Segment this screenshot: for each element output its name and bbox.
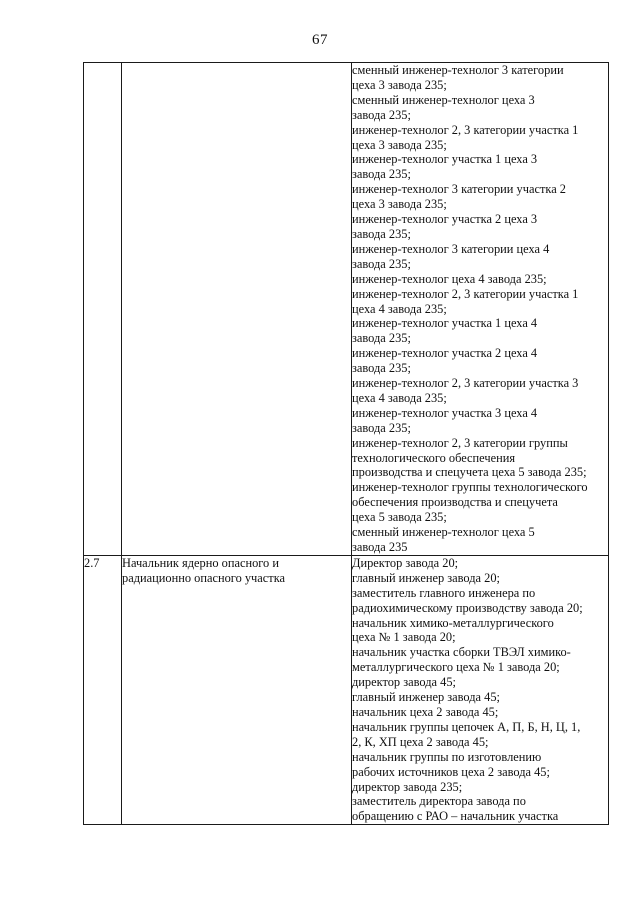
approving-position-line: главный инженер завода 45; [352,690,500,705]
approving-positions-cell [352,555,609,824]
approving-positions-cell [352,63,609,556]
approving-position-line: цеха 3 завода 235; [352,77,447,92]
approving-position-line: Директор завода 20; [352,555,459,570]
approving-position-line: инженер-технолог 3 категории цеха 4 [352,241,550,256]
approving-position-line: цеха 3 завода 235; [352,197,447,212]
approving-position-line: инженер-технолог группы технологического [352,480,588,495]
approving-position-line: завода 235; [352,420,411,435]
approving-position-line: завода 235; [352,167,411,182]
position-title-cell [122,555,352,824]
row-number: 2.7 [84,555,100,570]
approving-position-line: завода 235; [352,107,411,122]
approving-position-line: обращению с РАО – начальник участка [352,809,559,824]
approving-position-line: завода 235; [352,226,411,241]
approving-position-line: инженер-технолог 2, 3 категории участка 1 [352,122,579,137]
table-body [84,63,609,825]
page-number: 67 [312,32,328,48]
approving-position-line: инженер-технолог участка 1 цеха 3 [352,152,538,167]
approving-position-line: заместитель директора завода по [352,794,526,809]
approving-position-line: инженер-технолог 2, 3 категории участка 3 [352,376,579,391]
approving-position-line: сменный инженер-технолог 3 категории [352,63,564,77]
row-number-cell [84,555,122,824]
approving-position-line: директор завода 45; [352,675,456,690]
positions-table [83,62,609,825]
approving-position-line: завода 235; [352,361,411,376]
approving-position-line: инженер-технолог участка 2 цеха 3 [352,212,538,227]
approving-position-line: инженер-технолог цеха 4 завода 235; [352,271,547,286]
approving-position-line: начальник группы по изготовлению [352,749,542,764]
approving-position-line: начальник химико-металлургического [352,615,554,630]
approving-position-line: сменный инженер-технолог цеха 5 [352,525,535,540]
position-title-line: Начальник ядерно опасного и [122,555,279,570]
table-row [84,63,609,556]
approving-position-line: цеха 5 завода 235; [352,510,447,525]
approving-position-line: завода 235; [352,256,411,271]
approving-position-line: завода 235; [352,331,411,346]
approving-position-line: заместитель главного инженера по [352,585,536,600]
approving-position-line: инженер-технолог участка 1 цеха 4 [352,316,538,331]
approving-position-line: начальник цеха 2 завода 45; [352,704,499,719]
approving-position-line: цеха 3 завода 235; [352,137,447,152]
row-number-cell [84,63,122,556]
table-row [84,555,609,824]
approving-position-line: инженер-технолог 2, 3 категории группы [352,435,568,450]
approving-position-line: инженер-технолог участка 3 цеха 4 [352,405,538,420]
approving-position-line: металлургического цеха № 1 завода 20; [352,660,560,675]
approving-position-line: начальник группы цепочек А, П, Б, Н, Ц, 1, [352,719,581,734]
approving-position-line: инженер-технолог 2, 3 категории участка 1 [352,286,579,301]
approving-position-line: производства и спецучета цеха 5 завода 235; [352,465,587,480]
approving-position-line: рабочих источников цеха 2 завода 45; [352,764,550,779]
approving-position-line: 2, К, ХП цеха 2 завода 45; [352,734,489,749]
approving-position-line: цеха 4 завода 235; [352,390,447,405]
position-title-cell [122,63,352,556]
position-title-line: радиационно опасного участка [122,570,286,585]
approving-position-line: цеха № 1 завода 20; [352,630,456,645]
approving-position-line: завода 235 [352,540,408,554]
approving-position-line: инженер-технолог 3 категории участка 2 [352,182,566,197]
approving-position-line: директор завода 235; [352,779,463,794]
approving-position-line: начальник участка сборки ТВЭЛ химико- [352,645,571,660]
approving-position-line: сменный инженер-технолог цеха 3 [352,92,535,107]
approving-position-line: цеха 4 завода 235; [352,301,447,316]
approving-position-line: инженер-технолог участка 2 цеха 4 [352,346,538,361]
approving-position-line: технологического обеспечения [352,450,516,465]
approving-position-line: радиохимическому производству завода 20; [352,600,583,615]
approving-position-line: главный инженер завода 20; [352,570,500,585]
approving-position-line: обеспечения производства и спецучета [352,495,558,510]
